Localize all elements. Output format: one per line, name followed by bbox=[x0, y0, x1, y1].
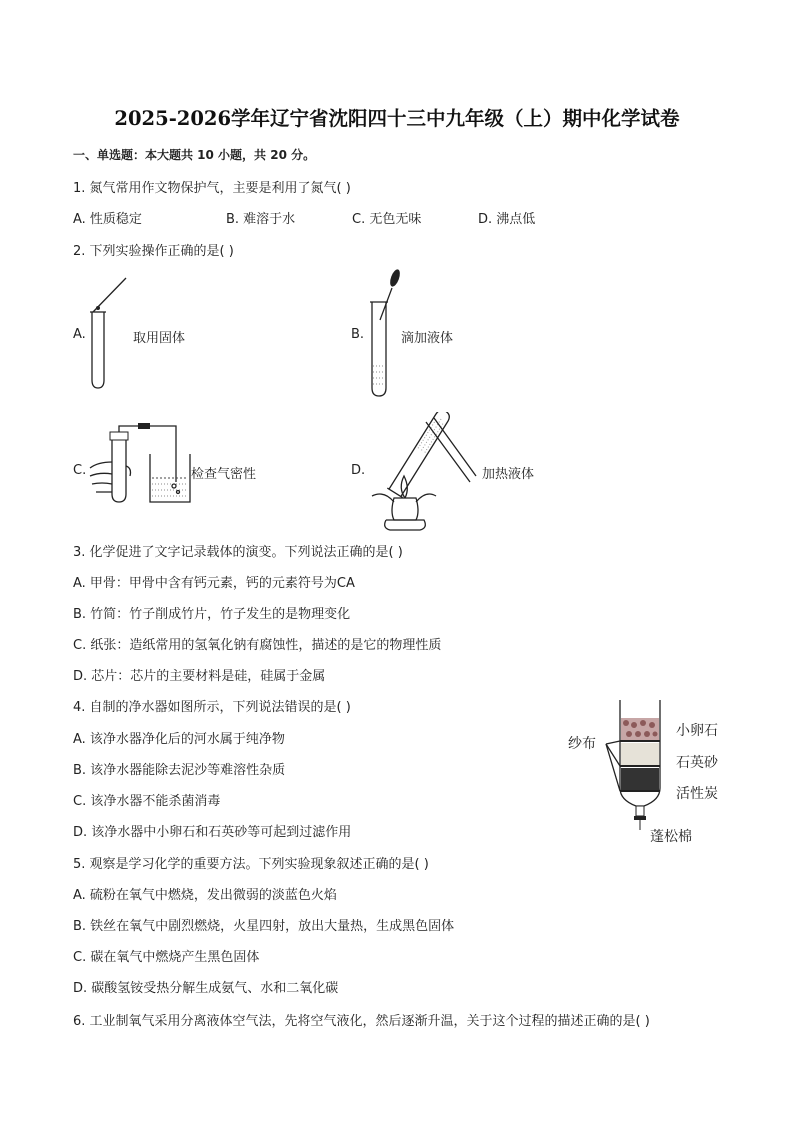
airtightness-check-illustration bbox=[86, 422, 196, 508]
q3-option-c[interactable]: C. 纸张：造纸常用的氢氧化钠有腐蚀性，描述的是它的物理性质 bbox=[73, 638, 442, 653]
q2-option-c-caption: 检查气密性 bbox=[191, 467, 257, 482]
q1-option-b[interactable]: B. 难溶于水 bbox=[226, 212, 296, 227]
filter-label-carbon: 活性炭 bbox=[676, 786, 718, 802]
q2-option-a-letter[interactable]: A. bbox=[73, 327, 86, 342]
filter-label-gauze: 纱布 bbox=[568, 736, 596, 752]
q4-option-b[interactable]: B. 该净水器能除去泥沙等难溶性杂质 bbox=[73, 763, 286, 778]
q1-option-d[interactable]: D. 沸点低 bbox=[478, 212, 536, 227]
q5-option-d[interactable]: D. 碳酸氢铵受热分解生成氨气、水和二氧化碳 bbox=[73, 981, 339, 996]
q5-stem: 5. 观察是学习化学的重要方法。下列实验现象叙述正确的是( ) bbox=[73, 857, 429, 872]
exam-title: 2025-2026学年辽宁省沈阳四十三中九年级（上）期中化学试卷 bbox=[114, 107, 680, 130]
q2-option-b-letter[interactable]: B. bbox=[351, 327, 365, 342]
q5-option-c[interactable]: C. 碳在氧气中燃烧产生黑色固体 bbox=[73, 950, 260, 965]
filter-label-pebble: 小卵石 bbox=[676, 723, 718, 739]
q2-option-a-caption: 取用固体 bbox=[133, 331, 186, 346]
q5-option-a[interactable]: A. 硫粉在氧气中燃烧，发出微弱的淡蓝色火焰 bbox=[73, 888, 337, 903]
filter-label-cotton: 蓬松棉 bbox=[650, 829, 692, 845]
q4-option-a[interactable]: A. 该净水器净化后的河水属于纯净物 bbox=[73, 732, 285, 747]
q6-stem: 6. 工业制氧气采用分离液体空气法，先将空气液化，然后逐渐升温，关于这个过程的描述正确的是( ) bbox=[73, 1014, 650, 1029]
q1-stem: 1. 氮气常用作文物保护气，主要是利用了氮气( ) bbox=[73, 181, 351, 196]
q4-stem: 4. 自制的净水器如图所示，下列说法错误的是( ) bbox=[73, 700, 351, 715]
q1-option-a[interactable]: A. 性质稳定 bbox=[73, 212, 142, 227]
filter-label-quartz: 石英砂 bbox=[676, 755, 718, 771]
q2-option-b-caption: 滴加液体 bbox=[401, 331, 454, 346]
q2-option-c-letter[interactable]: C. bbox=[73, 463, 87, 478]
water-filter-illustration bbox=[600, 696, 680, 836]
q5-option-b[interactable]: B. 铁丝在氧气中剧烈燃烧，火星四射，放出大量热，生成黑色固体 bbox=[73, 919, 455, 934]
heating-liquid-illustration bbox=[364, 412, 484, 532]
q4-option-c[interactable]: C. 该净水器不能杀菌消毒 bbox=[73, 794, 221, 809]
q3-option-b[interactable]: B. 竹简：竹子削成竹片，竹子发生的是物理变化 bbox=[73, 607, 351, 622]
q3-stem: 3. 化学促进了文字记录载体的演变。下列说法正确的是( ) bbox=[73, 545, 403, 560]
test-tube-solid-illustration bbox=[84, 272, 134, 394]
q3-option-d[interactable]: D. 芯片：芯片的主要材料是硅，硅属于金属 bbox=[73, 669, 326, 684]
q4-option-d[interactable]: D. 该净水器中小卵石和石英砂等可起到过滤作用 bbox=[73, 825, 352, 840]
q3-option-a[interactable]: A. 甲骨：甲骨中含有钙元素，钙的元素符号为CA bbox=[73, 576, 355, 591]
section-heading: 一、单选题：本大题共 10 小题，共 20 分。 bbox=[73, 148, 316, 162]
q1-option-c[interactable]: C. 无色无味 bbox=[352, 212, 422, 227]
q2-stem: 2. 下列实验操作正确的是( ) bbox=[73, 244, 234, 259]
q2-option-d-caption: 加热液体 bbox=[482, 467, 535, 482]
q2-option-d-letter[interactable]: D. bbox=[351, 463, 366, 478]
